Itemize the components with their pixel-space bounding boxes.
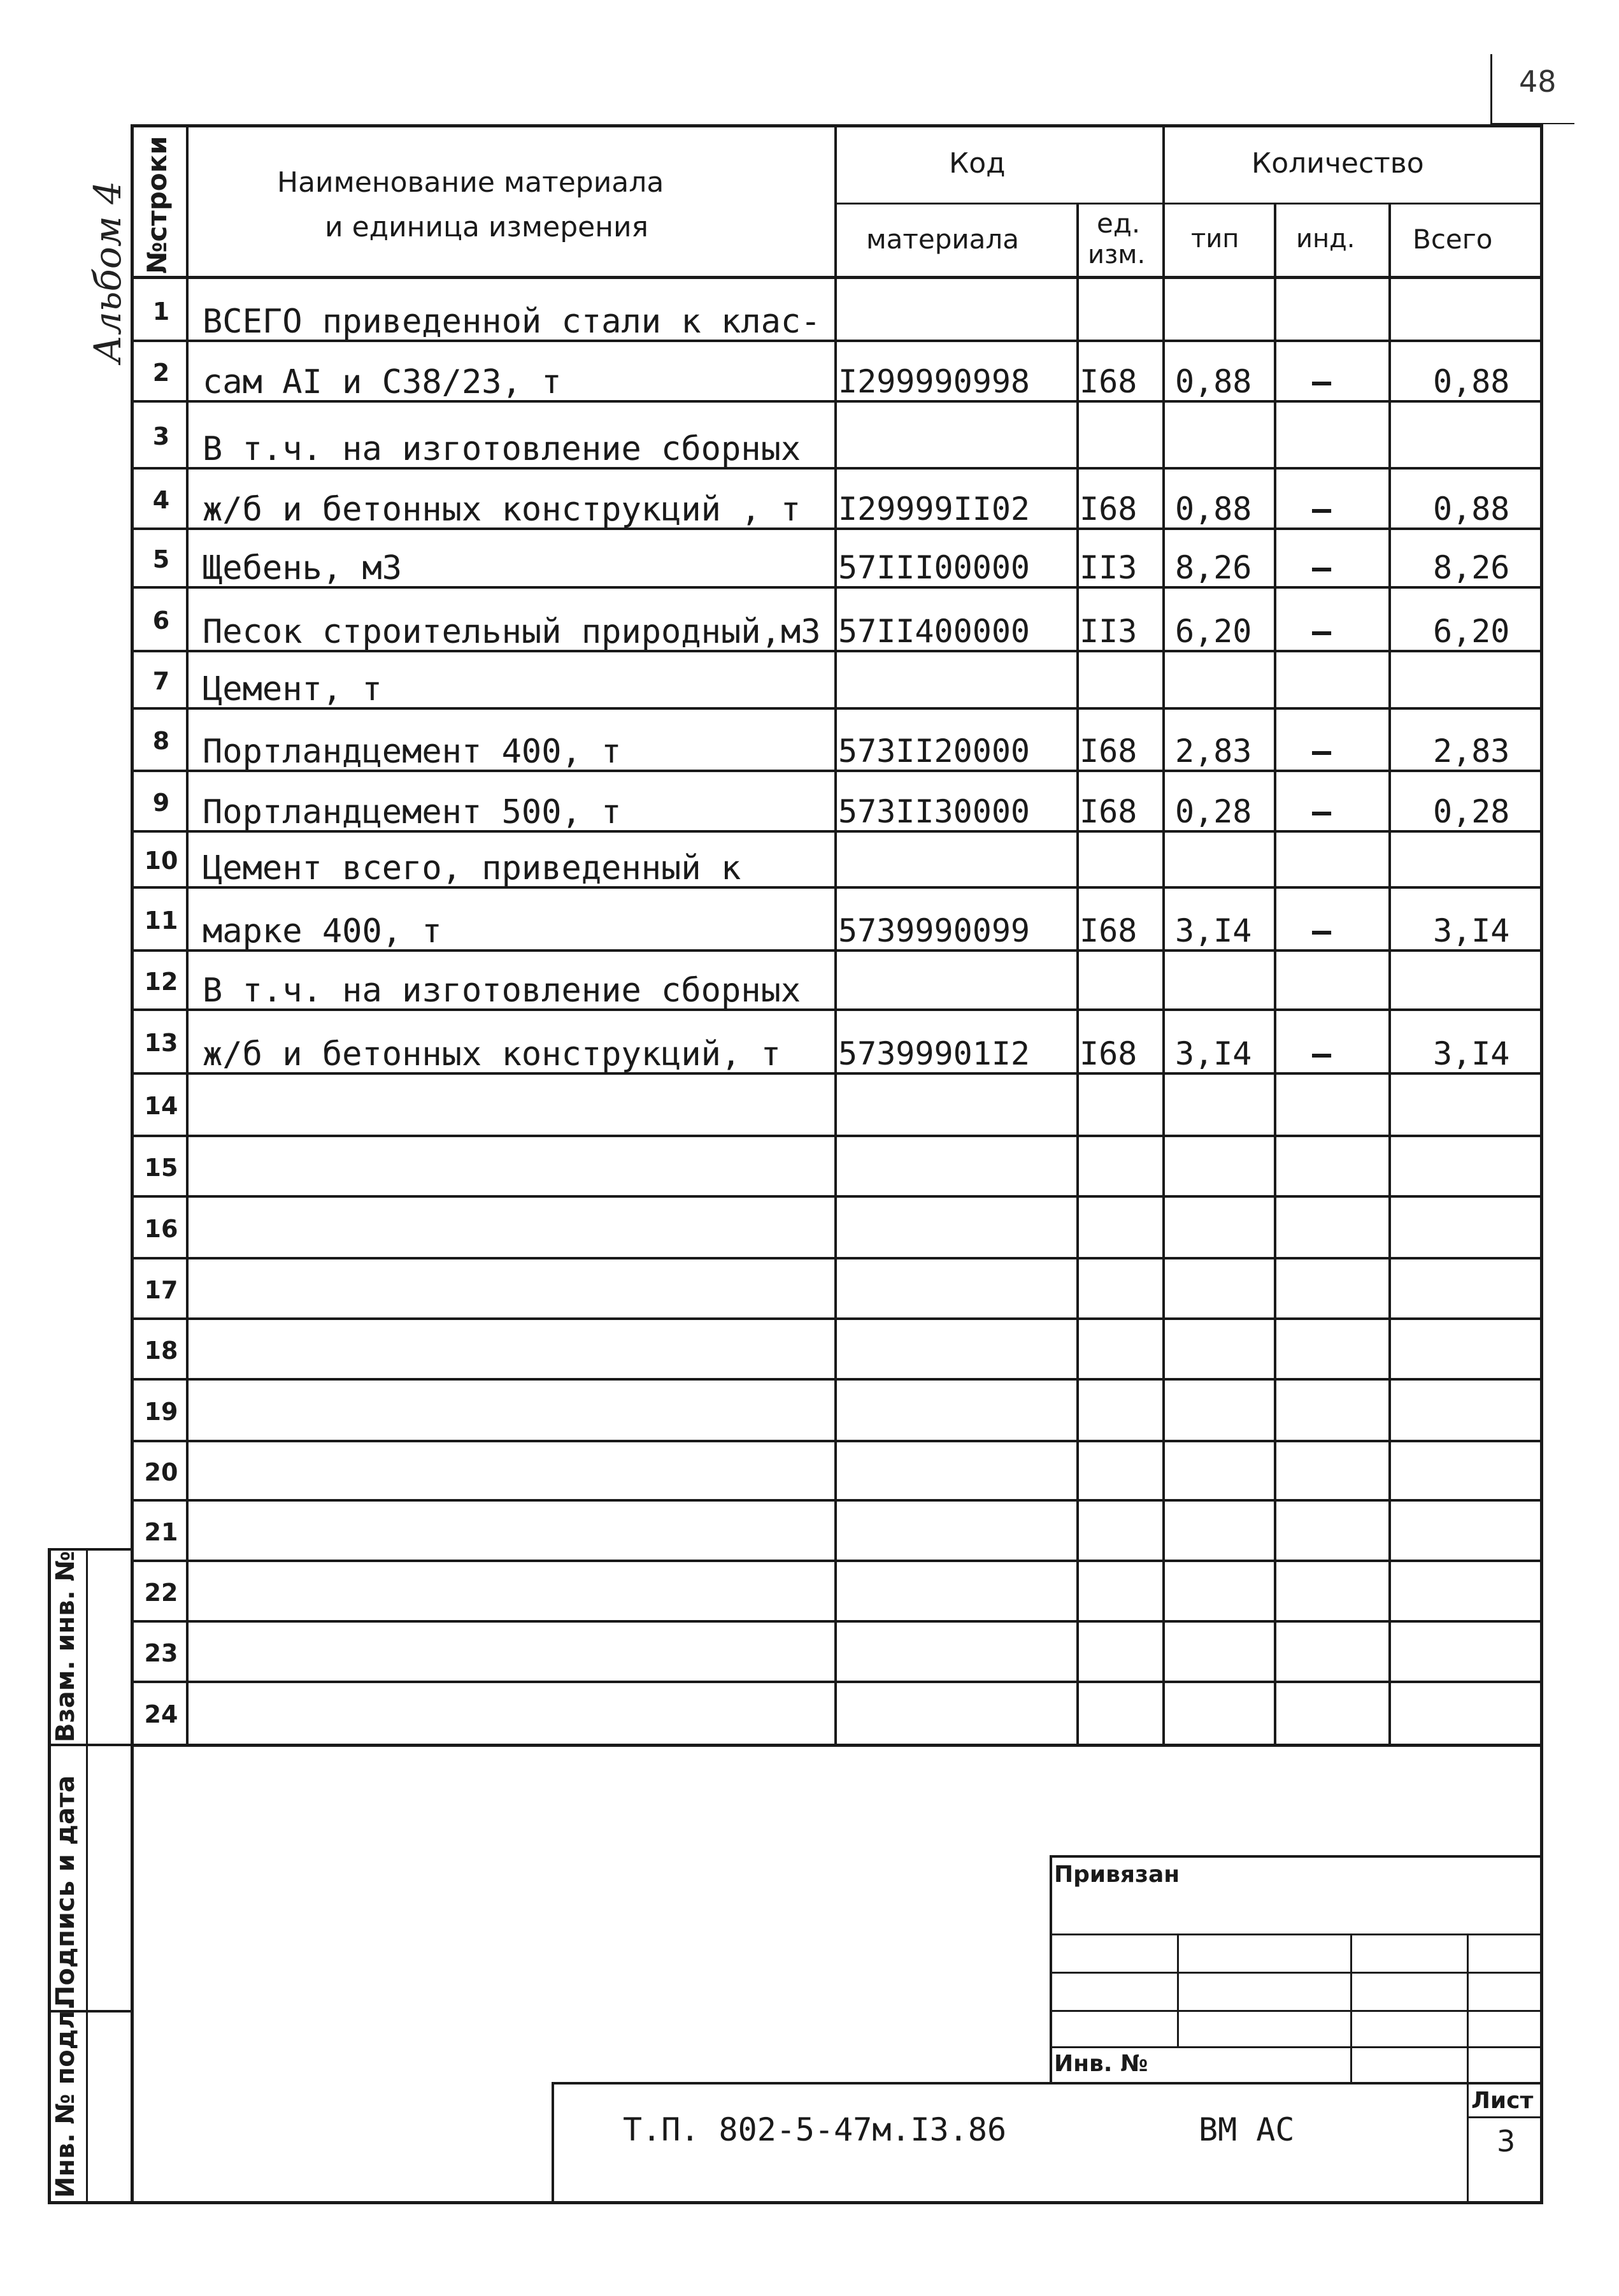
header-name-line1: Наименование материала — [277, 166, 664, 199]
material-name: сам АI и С38/23, т — [203, 363, 562, 401]
qty-type: 3,I4 — [1175, 912, 1252, 949]
inv-podl-label: Инв. № подл. — [51, 2000, 80, 2198]
qty-ind: – — [1312, 363, 1332, 400]
header-quantity: Количество — [1252, 147, 1424, 180]
qty-total: 2,83 — [1433, 733, 1510, 770]
table-row — [0, 1319, 1619, 1379]
qty-total: 0,88 — [1433, 363, 1510, 400]
privyazan-label: Привязан — [1054, 1862, 1180, 1888]
row-number: 1 — [152, 297, 170, 326]
material-name: Цемент всего, приведенный к — [203, 849, 741, 887]
qty-ind: – — [1312, 613, 1332, 650]
table-row — [0, 1621, 1619, 1682]
header-name-line2: и единица измерения — [325, 211, 649, 243]
qty-total: 0,88 — [1433, 491, 1510, 527]
qty-type: 0,88 — [1175, 491, 1252, 527]
qty-ind: – — [1312, 793, 1332, 830]
row-number: 3 — [152, 422, 170, 450]
table-row — [0, 1258, 1619, 1319]
material-name: Портландцемент 400, т — [203, 733, 622, 771]
material-name: ж/б и бетонных конструкций , т — [203, 491, 801, 529]
row-number: 17 — [144, 1275, 178, 1304]
material-code: I299990998 — [838, 363, 1031, 400]
qty-total: 3,I4 — [1433, 1035, 1510, 1072]
row-number: 2 — [152, 358, 170, 387]
qty-total: 3,I4 — [1433, 912, 1510, 949]
inv-no-label: Инв. № — [1054, 2051, 1148, 2077]
header-qty-total: Всего — [1413, 224, 1493, 255]
row-number: 6 — [152, 606, 170, 635]
unit-code: I68 — [1080, 491, 1138, 527]
material-name: Песок строительный природный,м3 — [203, 613, 821, 651]
material-code: 57399901I2 — [838, 1035, 1031, 1072]
material-name: В т.ч. на изготовление сборных — [203, 430, 801, 468]
row-number: 23 — [144, 1639, 178, 1667]
unit-code: II3 — [1080, 549, 1138, 586]
header-code-material: материала — [866, 224, 1020, 255]
qty-ind: – — [1312, 1035, 1332, 1072]
table-row — [0, 951, 1619, 1010]
material-code: 5739990099 — [838, 912, 1031, 949]
table-row — [0, 831, 1619, 887]
material-name: ж/б и бетонных конструкций, т — [203, 1035, 781, 1073]
row-number: 16 — [144, 1214, 178, 1243]
qty-ind: – — [1312, 549, 1332, 586]
row-number: 22 — [144, 1578, 178, 1607]
qty-type: 0,88 — [1175, 363, 1252, 400]
table-row — [0, 279, 1619, 341]
row-number: 15 — [144, 1153, 178, 1182]
table-row — [0, 1136, 1619, 1196]
header-qty-type: тип — [1191, 224, 1239, 254]
table-row — [0, 1010, 1619, 1073]
table-row — [0, 529, 1619, 587]
sheet-label: Лист — [1471, 2088, 1534, 2114]
table-row — [0, 1196, 1619, 1258]
table-row — [0, 1441, 1619, 1500]
material-name: Портландцемент 500, т — [203, 793, 622, 831]
unit-code: I68 — [1080, 793, 1138, 830]
row-number: 18 — [144, 1336, 178, 1365]
row-number: 24 — [144, 1700, 178, 1728]
table-row — [0, 1500, 1619, 1561]
material-name: ВСЕГО приведенной стали к клас- — [203, 303, 821, 341]
qty-type: 6,20 — [1175, 613, 1252, 650]
unit-code: I68 — [1080, 1035, 1138, 1072]
material-code: 573II30000 — [838, 793, 1031, 830]
vzam-inv-label: Взам. инв. № — [51, 1551, 80, 1742]
table-row — [0, 887, 1619, 951]
header-unit-line1: ед. — [1097, 208, 1141, 239]
table-row — [0, 1682, 1619, 1744]
sheet-number: 3 — [1497, 2124, 1516, 2158]
row-number: 14 — [144, 1092, 178, 1120]
row-number: 5 — [152, 545, 170, 573]
table-row — [0, 1073, 1619, 1136]
row-number: 7 — [152, 667, 170, 695]
unit-code: II3 — [1080, 613, 1138, 650]
row-number: 11 — [144, 906, 178, 935]
material-name: марке 400, т — [203, 912, 442, 951]
unit-code: I68 — [1080, 733, 1138, 770]
doc-code: Т.П. 802-5-47м.I3.86 — [623, 2111, 1007, 2148]
podpis-data-label: Подпись и дата — [51, 1775, 80, 2007]
header-qty-ind: инд. — [1296, 224, 1355, 254]
qty-total: 0,28 — [1433, 793, 1510, 830]
material-code: 573II20000 — [838, 733, 1031, 770]
table-row — [0, 771, 1619, 831]
row-number: 13 — [144, 1029, 178, 1057]
table-row — [0, 651, 1619, 708]
header-row-number: №строки — [141, 136, 173, 274]
material-code: 57II400000 — [838, 613, 1031, 650]
table-row — [0, 708, 1619, 771]
qty-ind: – — [1312, 491, 1332, 527]
material-name: Щебень, м3 — [203, 549, 403, 587]
unit-code: I68 — [1080, 912, 1138, 949]
row-number: 8 — [152, 727, 170, 755]
table-row — [0, 468, 1619, 529]
album-label: Альбом 4 — [86, 180, 129, 363]
row-number: 4 — [152, 485, 170, 514]
row-number: 20 — [144, 1458, 178, 1486]
material-code: I29999II02 — [838, 491, 1031, 527]
row-number: 12 — [144, 967, 178, 996]
table-row — [0, 341, 1619, 401]
header-unit-line2: изм. — [1088, 240, 1146, 269]
row-number: 21 — [144, 1518, 178, 1546]
header-code: Код — [949, 147, 1006, 180]
qty-type: 3,I4 — [1175, 1035, 1252, 1072]
table-row — [0, 587, 1619, 651]
qty-ind: – — [1312, 912, 1332, 949]
table-row — [0, 401, 1619, 468]
qty-ind: – — [1312, 733, 1332, 770]
qty-total: 8,26 — [1433, 549, 1510, 586]
qty-type: 2,83 — [1175, 733, 1252, 770]
qty-type: 8,26 — [1175, 549, 1252, 586]
material-name: В т.ч. на изготовление сборных — [203, 972, 801, 1010]
qty-type: 0,28 — [1175, 793, 1252, 830]
row-number: 19 — [144, 1397, 178, 1426]
row-number: 10 — [144, 847, 178, 875]
table-row — [0, 1379, 1619, 1441]
doc-type: ВМ АС — [1199, 2111, 1295, 2148]
unit-code: I68 — [1080, 363, 1138, 400]
row-number: 9 — [152, 788, 170, 817]
qty-total: 6,20 — [1433, 613, 1510, 650]
material-name: Цемент, т — [203, 670, 382, 708]
table-row — [0, 1561, 1619, 1621]
page-number: 48 — [1519, 64, 1557, 99]
material-code: 57III00000 — [838, 549, 1031, 586]
